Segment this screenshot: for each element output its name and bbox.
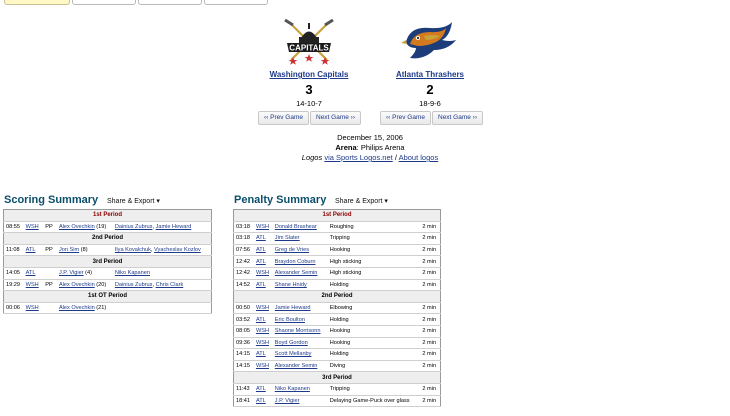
penalty-time: 03:18 bbox=[234, 233, 254, 245]
penalty-time: 11:43 bbox=[234, 383, 254, 395]
infraction: High sticking bbox=[328, 256, 421, 268]
goal-type bbox=[42, 302, 57, 314]
penalty-period-row bbox=[234, 210, 441, 222]
penalty-summary-title: Penalty Summary bbox=[234, 194, 327, 206]
penalty-row bbox=[234, 244, 441, 256]
team-home-link[interactable]: Washington Capitals bbox=[269, 70, 349, 79]
player-link[interactable]: Alexander Semin bbox=[274, 270, 318, 277]
tab-3[interactable] bbox=[138, 0, 202, 5]
goal-count: (8) bbox=[80, 247, 88, 254]
team-link[interactable]: WSH bbox=[255, 223, 269, 230]
scoring-period-row bbox=[4, 291, 212, 303]
about-logos-link[interactable]: About logos bbox=[398, 153, 439, 162]
team-link[interactable]: ATL bbox=[25, 270, 36, 277]
penalty-row bbox=[234, 325, 441, 337]
assists bbox=[113, 267, 212, 279]
penalty-time: 07:56 bbox=[234, 244, 254, 256]
penalty-minutes: 2 min bbox=[420, 244, 440, 256]
infraction: Diving bbox=[328, 360, 421, 372]
penalty-minutes: 2 min bbox=[420, 395, 440, 407]
penalty-minutes: 2 min bbox=[420, 349, 440, 361]
team-link[interactable]: WSH bbox=[255, 305, 269, 312]
player-link[interactable]: Niko Kapanen bbox=[274, 386, 310, 393]
penalty-row bbox=[234, 233, 441, 245]
team-link[interactable]: ATL bbox=[255, 386, 266, 393]
assist-link[interactable]: Chris Clark bbox=[155, 281, 184, 288]
assist-sep: , bbox=[150, 247, 155, 254]
player-link[interactable]: Greg de Vries bbox=[274, 247, 310, 254]
game-logos: Logos via Sports Logos.net / About logos bbox=[301, 153, 439, 162]
player-link[interactable]: Boyd Gordon bbox=[274, 339, 308, 346]
tab-strip bbox=[0, 0, 730, 6]
team-away bbox=[370, 16, 490, 108]
assist-link[interactable]: Jamie Heward bbox=[155, 223, 192, 230]
goal-count: (19) bbox=[96, 223, 107, 230]
goal-time: 11:08 bbox=[4, 244, 24, 256]
penalty-table bbox=[233, 209, 441, 407]
team-link[interactable]: ATL bbox=[255, 316, 266, 323]
capitals-logo bbox=[279, 16, 339, 66]
penalty-time: 14:15 bbox=[234, 349, 254, 361]
infraction: Delaying Game-Puck over glass bbox=[328, 395, 421, 407]
penalty-period-row bbox=[234, 291, 441, 303]
scoring-summary-title: Scoring Summary bbox=[4, 194, 99, 206]
tab-active[interactable] bbox=[4, 0, 70, 5]
assists bbox=[113, 279, 212, 291]
penalty-row bbox=[234, 267, 441, 279]
penalty-time: 00:50 bbox=[234, 302, 254, 314]
assists bbox=[113, 221, 212, 233]
team-home-score: 3 bbox=[305, 82, 313, 97]
penalty-minutes: 2 min bbox=[420, 383, 440, 395]
team-link[interactable]: WSH bbox=[25, 223, 39, 230]
player-link[interactable]: Donald Brashear bbox=[274, 223, 317, 230]
penalty-time: 14:15 bbox=[234, 360, 254, 372]
scoring-period-row bbox=[4, 256, 212, 268]
penalty-period-row bbox=[234, 372, 441, 384]
penalty-time: 03:52 bbox=[234, 314, 254, 326]
scorer-link[interactable]: Alex Ovechkin bbox=[58, 305, 95, 312]
team-away-link[interactable]: Atlanta Thrashers bbox=[395, 70, 465, 79]
team-link[interactable]: ATL bbox=[255, 247, 266, 254]
penalty-time: 12:42 bbox=[234, 267, 254, 279]
team-home bbox=[249, 16, 369, 108]
infraction: Holding bbox=[328, 349, 421, 361]
assist-link[interactable]: Dainius Zubrus bbox=[114, 281, 153, 288]
scorer-link[interactable]: Alex Ovechkin bbox=[58, 281, 95, 288]
scorer-link[interactable]: J.P. Vigier bbox=[58, 270, 84, 277]
player-link[interactable]: Shane Hnidy bbox=[274, 281, 307, 288]
assists bbox=[113, 244, 212, 256]
team-link[interactable]: ATL bbox=[255, 351, 266, 358]
scoring-row bbox=[4, 221, 212, 233]
away-prev-game-button[interactable]: ‹‹ Prev Game bbox=[380, 111, 431, 125]
penalty-row bbox=[234, 395, 441, 407]
penalty-share-export[interactable]: Share & Export ▾ bbox=[335, 198, 388, 205]
penalty-time: 18:41 bbox=[234, 395, 254, 407]
penalty-minutes: 2 min bbox=[420, 279, 440, 291]
period-label: 1st Period bbox=[4, 210, 212, 222]
period-label: 3rd Period bbox=[234, 372, 441, 384]
player-link[interactable]: Jamie Heward bbox=[274, 305, 311, 312]
period-label: 3rd Period bbox=[4, 256, 212, 268]
team-link[interactable]: WSH bbox=[255, 328, 269, 335]
assist-sep: , bbox=[152, 223, 156, 230]
period-label: 1st Period bbox=[234, 210, 441, 222]
team-link[interactable]: ATL bbox=[255, 397, 266, 404]
penalty-row bbox=[234, 302, 441, 314]
team-away-record: 18-9-6 bbox=[419, 99, 441, 108]
penalty-minutes: 2 min bbox=[420, 314, 440, 326]
game-date: December 15, 2006 bbox=[337, 133, 403, 142]
assist-link[interactable]: Ilya Kovalchuk bbox=[114, 247, 151, 254]
scoring-share-export[interactable]: Share & Export ▾ bbox=[107, 198, 160, 205]
team-link[interactable]: WSH bbox=[255, 339, 269, 346]
penalty-row bbox=[234, 349, 441, 361]
penalty-minutes: 2 min bbox=[420, 337, 440, 349]
assist-link[interactable]: Niko Kapanen bbox=[114, 270, 150, 277]
goal-count: (20) bbox=[96, 281, 107, 288]
penalty-minutes: 2 min bbox=[420, 221, 440, 233]
player-link[interactable]: Shaone Morrisonn bbox=[274, 328, 321, 335]
team-home-record: 14-10-7 bbox=[296, 99, 322, 108]
assist-link[interactable]: Vyacheslav Kozlov bbox=[154, 247, 201, 254]
penalty-time: 08:05 bbox=[234, 325, 254, 337]
team-link[interactable]: ATL bbox=[255, 258, 266, 265]
penalty-minutes: 2 min bbox=[420, 302, 440, 314]
away-next-game-button[interactable]: Next Game ›› bbox=[432, 111, 483, 125]
scoring-table bbox=[3, 209, 212, 314]
assist-sep: , bbox=[152, 281, 156, 288]
goal-count: (21) bbox=[96, 305, 107, 312]
tab-2[interactable] bbox=[72, 0, 136, 5]
team-link[interactable]: WSH bbox=[255, 270, 269, 277]
penalty-row bbox=[234, 337, 441, 349]
goal-time: 00:06 bbox=[4, 302, 24, 314]
penalty-row bbox=[234, 279, 441, 291]
team-link[interactable]: ATL bbox=[255, 235, 266, 242]
team-link[interactable]: WSH bbox=[25, 305, 39, 312]
scorer-link[interactable]: Jon Sim bbox=[58, 247, 80, 254]
infraction: Tripping bbox=[328, 383, 421, 395]
penalty-row bbox=[234, 383, 441, 395]
player-link[interactable]: Jim Slater bbox=[274, 235, 300, 242]
player-link[interactable]: J.P. Vigier bbox=[274, 397, 300, 404]
logos-source-link[interactable]: via Sports Logos.net bbox=[324, 153, 393, 162]
home-next-game-button[interactable]: Next Game ›› bbox=[310, 111, 361, 125]
penalty-minutes: 2 min bbox=[420, 256, 440, 268]
period-label: 1st OT Period bbox=[4, 291, 212, 303]
infraction: Holding bbox=[328, 279, 421, 291]
svg-text:CAPITALS: CAPITALS bbox=[289, 43, 329, 53]
goal-time: 14:05 bbox=[4, 267, 24, 279]
infraction: Elbowing bbox=[328, 302, 421, 314]
team-link[interactable]: ATL bbox=[255, 281, 266, 288]
penalty-minutes: 2 min bbox=[420, 325, 440, 337]
home-prev-game-button[interactable]: ‹‹ Prev Game bbox=[258, 111, 309, 125]
penalty-time: 14:52 bbox=[234, 279, 254, 291]
scoring-row bbox=[4, 302, 212, 314]
goal-type bbox=[42, 267, 57, 279]
goal-time: 19:29 bbox=[4, 279, 24, 291]
penalty-row bbox=[234, 314, 441, 326]
penalty-row bbox=[234, 256, 441, 268]
scoring-row bbox=[4, 267, 212, 279]
player-link[interactable]: Scott Mellanby bbox=[274, 351, 312, 358]
player-link[interactable]: Braydon Coburn bbox=[274, 258, 316, 265]
player-link[interactable]: Alexander Semin bbox=[274, 363, 318, 370]
penalty-time: 03:18 bbox=[234, 221, 254, 233]
infraction: Hooking bbox=[328, 337, 421, 349]
penalty-minutes: 2 min bbox=[420, 233, 440, 245]
penalty-minutes: 2 min bbox=[420, 360, 440, 372]
infraction: Tripping bbox=[328, 233, 421, 245]
assist-link[interactable]: Dainius Zubrus bbox=[114, 223, 153, 230]
scoring-row bbox=[4, 279, 212, 291]
goal-count: (4) bbox=[85, 270, 93, 277]
period-label: 2nd Period bbox=[4, 233, 212, 245]
penalty-time: 12:42 bbox=[234, 256, 254, 268]
infraction: Hooking bbox=[328, 244, 421, 256]
penalty-minutes: 2 min bbox=[420, 267, 440, 279]
infraction: Holding bbox=[328, 314, 421, 326]
scoring-period-row bbox=[4, 233, 212, 245]
goal-type: PP bbox=[42, 221, 57, 233]
assists bbox=[113, 302, 212, 314]
team-link[interactable]: ATL bbox=[25, 247, 36, 254]
period-label: 2nd Period bbox=[234, 291, 441, 303]
game-arena: Arena: Philips Arena bbox=[335, 143, 405, 152]
infraction: Roughing bbox=[328, 221, 421, 233]
team-away-score: 2 bbox=[426, 82, 434, 97]
player-link[interactable]: Eric Boulton bbox=[274, 316, 305, 323]
scorer-link[interactable]: Alex Ovechkin bbox=[58, 223, 95, 230]
goal-time: 08:55 bbox=[4, 221, 24, 233]
scoring-row bbox=[4, 244, 212, 256]
penalty-time: 09:36 bbox=[234, 337, 254, 349]
thrashers-logo bbox=[400, 16, 460, 66]
team-link[interactable]: WSH bbox=[25, 281, 39, 288]
penalty-row bbox=[234, 221, 441, 233]
team-link[interactable]: WSH bbox=[255, 363, 269, 370]
infraction: High sticking bbox=[328, 267, 421, 279]
goal-type: PP bbox=[42, 244, 57, 256]
tab-4[interactable] bbox=[204, 0, 268, 5]
scoring-period-row bbox=[4, 210, 212, 222]
goal-type: PP bbox=[42, 279, 57, 291]
penalty-row bbox=[234, 360, 441, 372]
game-info bbox=[270, 133, 470, 163]
infraction: Hooking bbox=[328, 325, 421, 337]
